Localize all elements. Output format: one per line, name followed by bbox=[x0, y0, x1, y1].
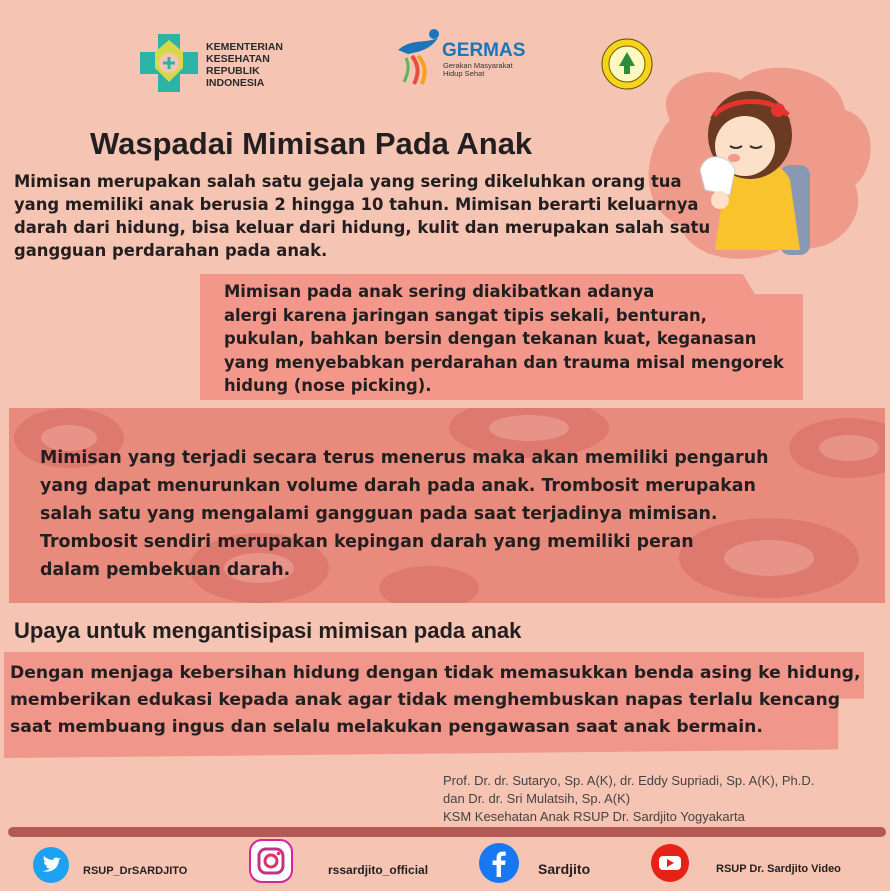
kemenkes-line: INDONESIA bbox=[206, 77, 265, 89]
twitter-icon[interactable] bbox=[33, 847, 69, 887]
cause-paragraph bbox=[224, 280, 799, 398]
facebook-icon[interactable] bbox=[479, 843, 519, 887]
germas-title: GERMAS bbox=[442, 40, 526, 61]
credit-line: KSM Kesehatan Anak RSUP Dr. Sardjito Yogyakarta bbox=[443, 809, 745, 824]
germas-figure-icon bbox=[394, 24, 444, 90]
prevention-heading: Upaya untuk mengantisipasi mimisan pada anak bbox=[14, 618, 522, 643]
page-title: Waspadai Mimisan Pada Anak bbox=[90, 126, 533, 161]
intro-paragraph bbox=[14, 170, 739, 262]
twitter-handle[interactable]: RSUP_DrSARDJITO bbox=[83, 865, 188, 877]
blood-line: salah satu yang mengalami gangguan pada saat terjadinya mimisan. bbox=[40, 504, 718, 524]
kemenkes-line: REPUBLIK bbox=[206, 65, 260, 77]
kemenkes-line: KEMENTERIAN bbox=[206, 41, 284, 53]
kemenkes-emblem-icon bbox=[136, 30, 202, 96]
blood-line: Mimisan yang terjadi secara terus menerus maka akan memiliki pengaruh bbox=[40, 448, 769, 468]
youtube-icon[interactable] bbox=[651, 844, 689, 886]
youtube-channel[interactable]: RSUP Dr. Sardjito Video bbox=[716, 863, 841, 875]
cause-line: hidung (nose picking). bbox=[224, 376, 432, 395]
kemenkes-logo bbox=[136, 30, 306, 96]
prevention-line: saat membuang ingus dan selalu melakukan pengawasan saat anak bermain. bbox=[10, 717, 763, 737]
cause-line: Mimisan pada anak sering diakibatkan adanya bbox=[224, 282, 655, 301]
cause-line: alergi karena jaringan sangat tipis sekali, benturan, bbox=[224, 305, 707, 325]
blood-line: Trombosit sendiri merupakan kepingan darah yang memiliki peran bbox=[40, 532, 694, 552]
germas-sub-line: Hidup Sehat bbox=[443, 69, 485, 78]
credit-line: dan Dr. dr. Sri Mulatsih, Sp. A(K) bbox=[443, 791, 631, 806]
cause-line: yang menyebabkan perdarahan dan trauma misal mengorek bbox=[224, 352, 784, 372]
germas-logo bbox=[394, 24, 529, 90]
intro-line: yang memiliki anak berusia 2 hingga 10 tahun. Mimisan berarti keluarnya bbox=[14, 195, 699, 214]
author-credits bbox=[443, 772, 888, 826]
credit-line: Prof. Dr. dr. Sutaryo, Sp. A(K), dr. Eddy Supriadi, Sp. A(K), Ph.D. bbox=[443, 773, 815, 788]
prevention-line: memberikan edukasi kepada anak agar tidak menghembuskan napas terlalu kencang bbox=[10, 690, 841, 710]
intro-line: darah dari hidung, bisa keluar dari hidung, kulit dan merupakan salah satu bbox=[14, 218, 711, 237]
footer-divider bbox=[8, 827, 886, 837]
cause-line: pukulan, bahkan bersin dengan tekanan kuat, keganasan bbox=[224, 329, 757, 348]
intro-line: gangguan perdarahan pada anak. bbox=[14, 241, 328, 260]
instagram-handle[interactable]: rssardjito_official bbox=[328, 863, 429, 877]
blood-line: dalam pembekuan darah. bbox=[40, 560, 291, 580]
blood-line: yang dapat menurunkan volume darah pada anak. Trombosit merupakan bbox=[40, 476, 756, 496]
germas-sub-line: Gerakan Masyarakat bbox=[443, 61, 513, 70]
kemenkes-line: KESEHATAN bbox=[206, 53, 270, 65]
blood-paragraph bbox=[40, 444, 800, 584]
prevention-line: Dengan menjaga kebersihan hidung dengan tidak memasukkan benda asing ke hidung, bbox=[10, 663, 861, 683]
intro-line: Mimisan merupakan salah satu gejala yang sering dikeluhkan orang tua bbox=[14, 172, 682, 191]
prevention-paragraph bbox=[10, 660, 870, 741]
facebook-handle[interactable]: Sardjito bbox=[538, 861, 591, 877]
kemenkes-name bbox=[206, 41, 283, 89]
instagram-icon[interactable] bbox=[249, 839, 293, 887]
germas-subtitle bbox=[443, 62, 513, 78]
